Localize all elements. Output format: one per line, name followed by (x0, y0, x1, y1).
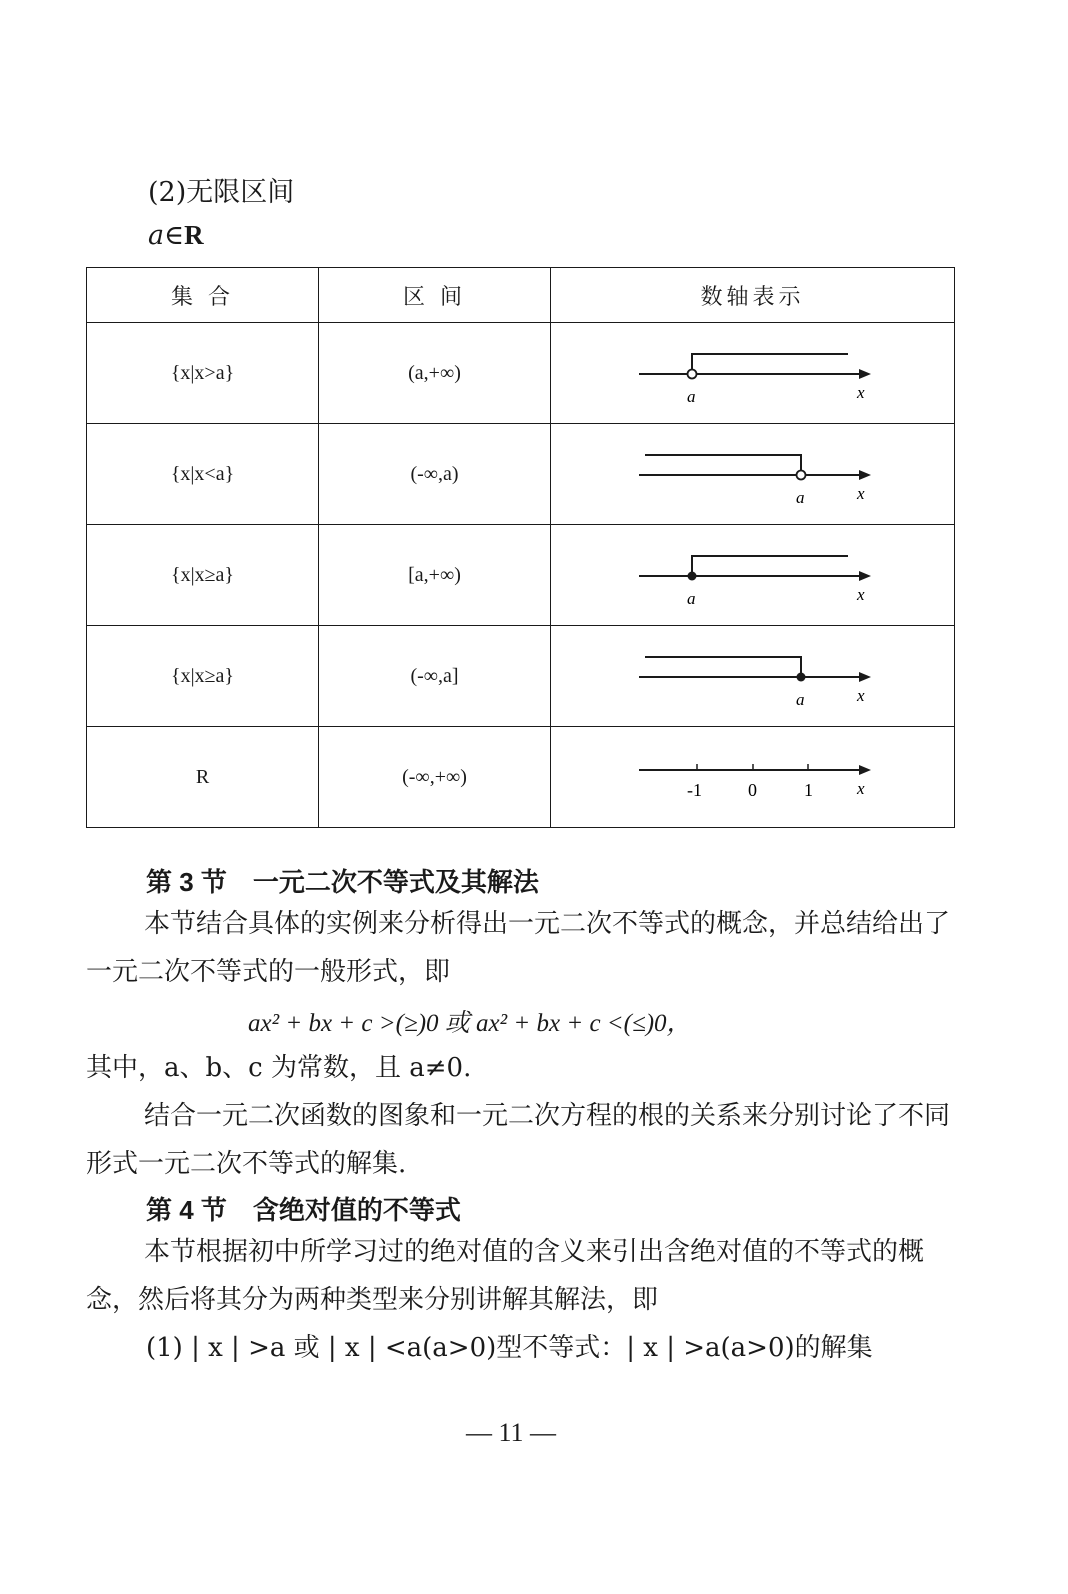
arrow-head (859, 672, 871, 682)
number-line-cell (551, 424, 955, 525)
set-cell: {x|x>a} (87, 323, 319, 424)
number-line-diagram (553, 425, 953, 523)
tick-label: -1 (686, 780, 702, 800)
number-line-cell (551, 323, 955, 424)
axis-variable-label: x (856, 686, 865, 705)
set-cell: {x|x≥a} (87, 525, 319, 626)
interval-cell: (-∞,a) (319, 424, 551, 525)
interval-cell: (-∞,a] (319, 626, 551, 727)
domain-statement (148, 220, 204, 251)
table-row (87, 525, 955, 626)
open-endpoint (687, 370, 696, 379)
solution-ray (645, 455, 801, 470)
arrow-head (859, 369, 871, 379)
interval-cell: [a,+∞) (319, 525, 551, 626)
set-cell: R (87, 727, 319, 828)
table-row (87, 323, 955, 424)
endpoint-label: a (795, 690, 804, 709)
solution-ray (645, 657, 801, 677)
table-row (87, 727, 955, 828)
section-4-title: 第 4 节 含绝对值的不等式 (146, 1195, 461, 1225)
element-of-symbol: ∈ (164, 220, 185, 251)
number-line-cell (551, 626, 955, 727)
set-cell: {x|x<a} (87, 424, 319, 525)
number-line-cell (551, 727, 955, 828)
interval-cell: (-∞,+∞) (319, 727, 551, 828)
arrow-head (859, 571, 871, 581)
closed-endpoint (687, 572, 696, 581)
inequality-formula: ax² + bx + c >(≥)0 或 ax² + bx + c <(≤)0， (248, 1010, 692, 1037)
section-4-paragraph-1: 本节根据初中所学习过的绝对值的含义来引出含绝对值的不等式的概念，然后将其分为两种类型来分别讲解其解法，即 (86, 1237, 925, 1315)
arrow-head (859, 470, 871, 480)
axis-variable-label: x (856, 484, 865, 503)
section-3-paragraph-3: 结合一元二次函数的图象和一元二次方程的根的关系来分别讨论了不同形式一元二次不等式的解集. (86, 1101, 951, 1179)
table-row (87, 424, 955, 525)
section-4-paragraph-2: (1) | x | >a 或 | x | <a(a>0)型不等式：| x | >a(a>0)的解集 (146, 1333, 873, 1363)
number-line-cell (551, 525, 955, 626)
section-3-paragraph-1: 本节结合具体的实例来分析得出一元二次不等式的概念，并总结给出了一元二次不等式的一般形式，即 (86, 909, 951, 987)
solution-ray (692, 354, 848, 369)
section-3-title: 第 3 节 一元二次不等式及其解法 (146, 867, 539, 897)
tick-label: 0 (747, 780, 757, 800)
endpoint-label: a (686, 387, 695, 406)
closed-endpoint (796, 673, 805, 682)
axis-variable-label: x (856, 585, 865, 604)
section-3-paragraph-2: 其中，a、b、c 为常数，且 a≠0. (86, 1053, 472, 1083)
endpoint-label: a (686, 589, 695, 608)
set-cell: {x|x≥a} (87, 626, 319, 727)
header-interval: 区 间 (319, 268, 551, 323)
number-line-diagram (553, 627, 953, 725)
tick-label: 1 (803, 780, 813, 800)
arrow-head (859, 765, 871, 775)
table-header-row (87, 268, 955, 323)
axis-variable-label: x (856, 779, 865, 798)
number-line-diagram (553, 526, 953, 624)
number-line-diagram (553, 728, 953, 826)
open-endpoint (796, 471, 805, 480)
number-line-diagram (553, 324, 953, 422)
domain-variable: a (148, 220, 165, 251)
sub-heading: (2)无限区间 (148, 177, 295, 208)
domain-set: R (184, 220, 204, 250)
page-number: — 11 — (466, 1418, 557, 1447)
interval-cell: (a,+∞) (319, 323, 551, 424)
header-set: 集 合 (87, 268, 319, 323)
table-row (87, 626, 955, 727)
header-number-line: 数轴表示 (551, 268, 955, 323)
interval-table (86, 267, 955, 828)
solution-ray (692, 556, 848, 576)
endpoint-label: a (795, 488, 804, 507)
axis-variable-label: x (856, 383, 865, 402)
